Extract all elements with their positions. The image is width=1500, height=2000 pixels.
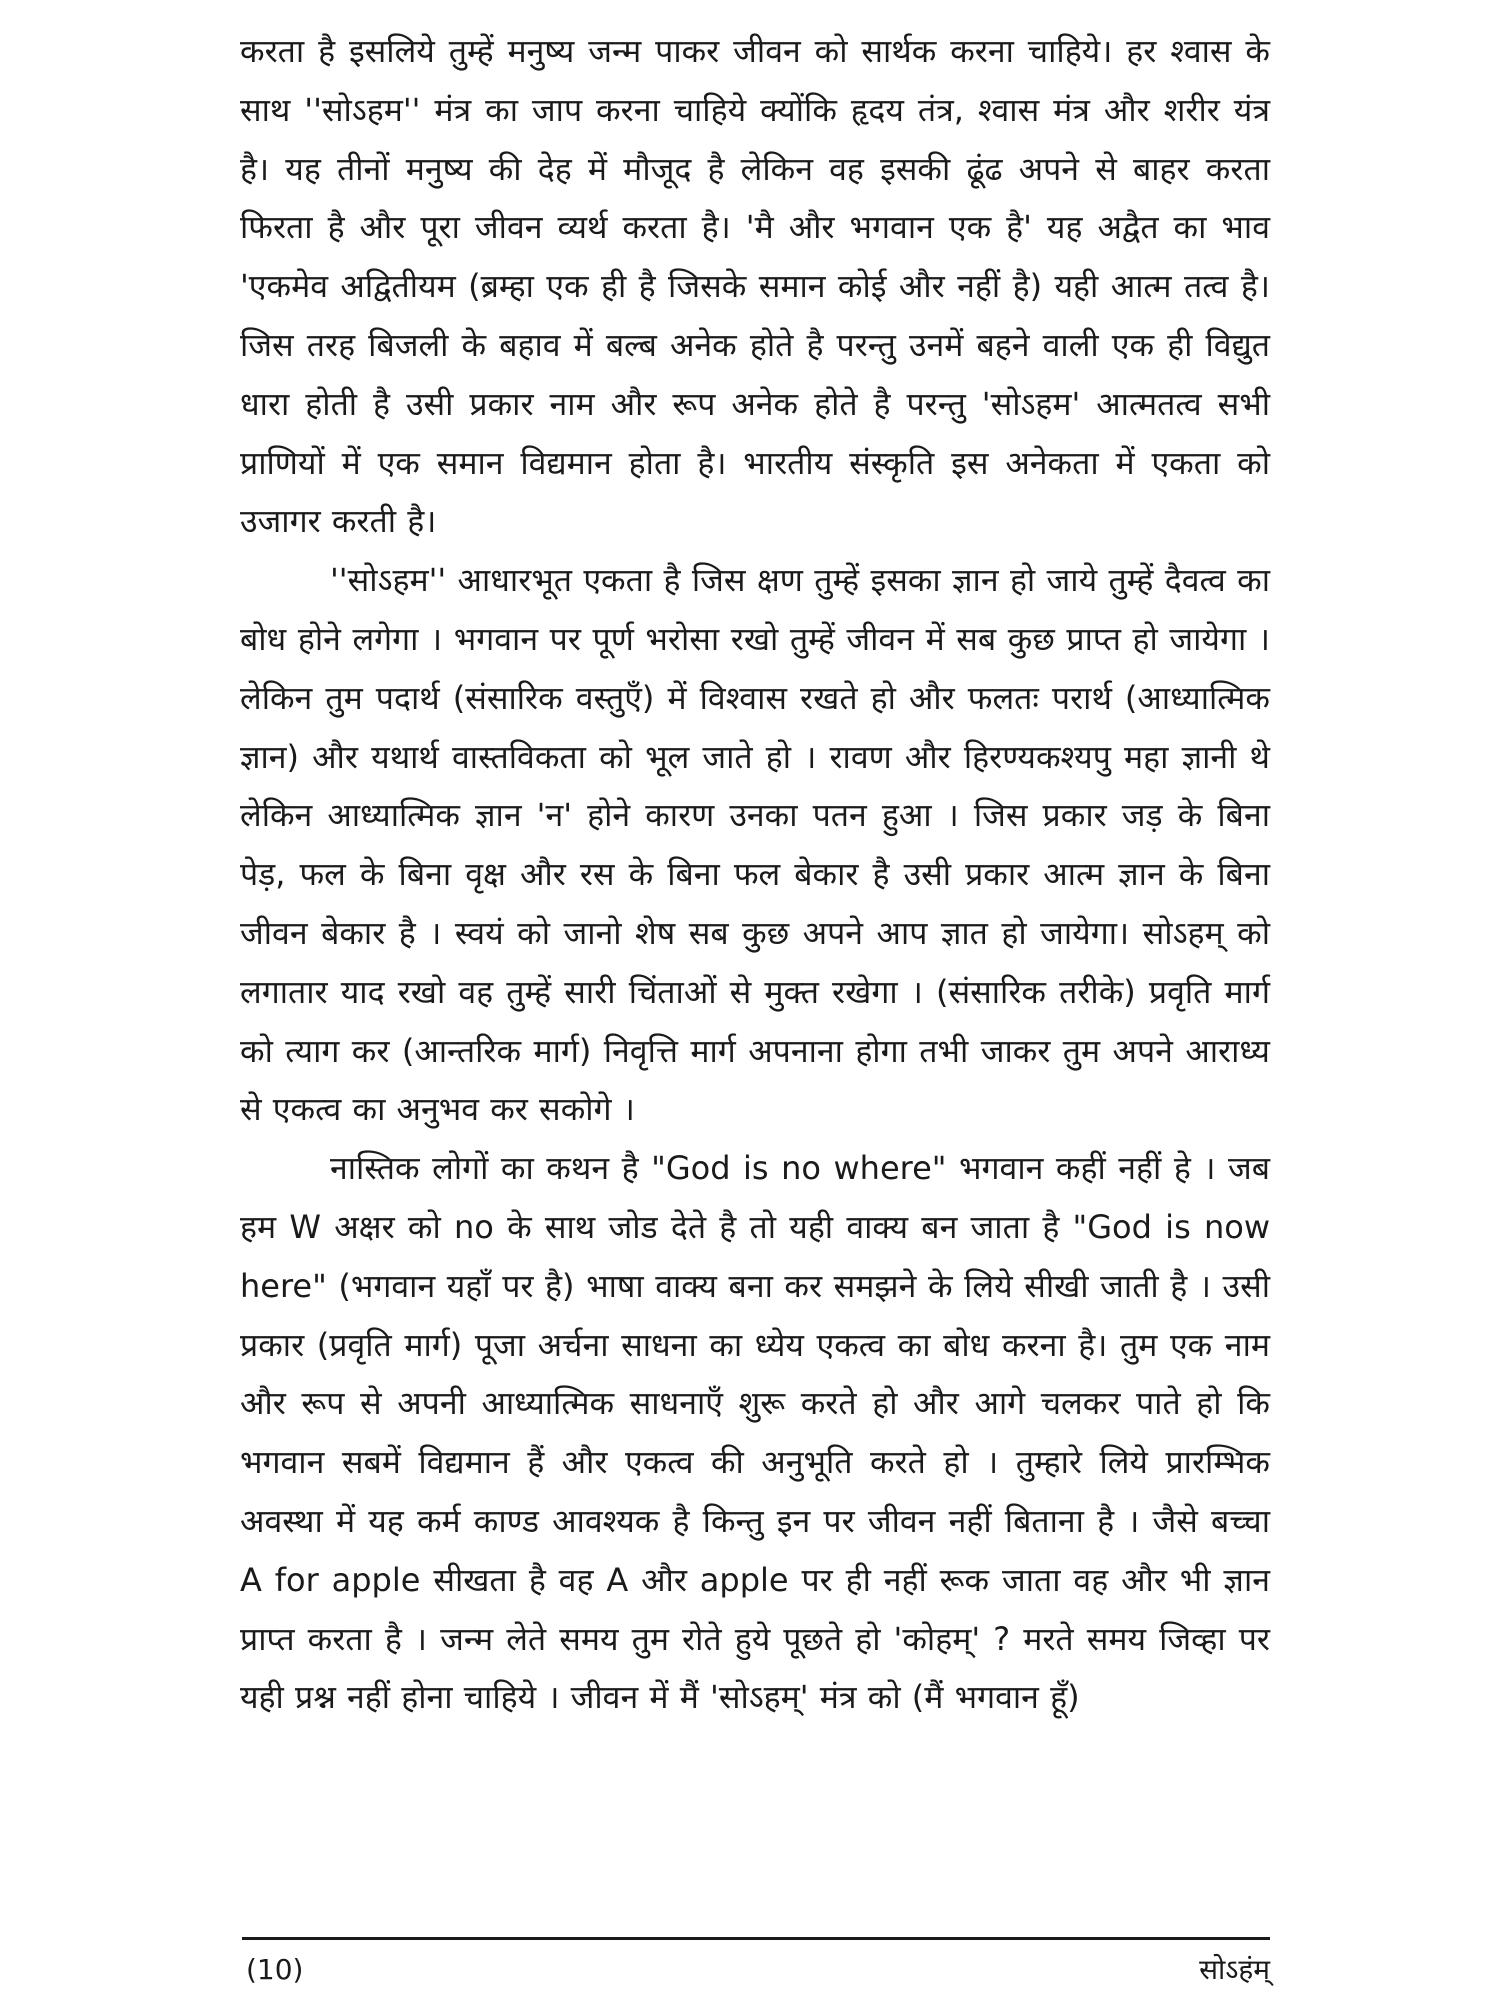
running-title: सोऽहंम् [1199, 1953, 1270, 1986]
paragraph-3: नास्तिक लोगों का कथन है "God is no where" भगवान कहीं नहीं हे । जब हम W अक्षर को no के साथ जोड देते है तो यही वाक्य बन जाता है "God is now here" (भगवान यहाँ पर है) भाषा वाक्य बना कर समझने के लिये सीखी जाती है । उसी प्रकार (प्रवृति मार्ग) पूजा अर्चना साधना का ध्येय एकत्व का बोध करना है। तुम एक नाम और रूप से अपनी आध्यात्मिक साधनाएँ शुरू करते हो और आगे चलकर पाते हो कि भगवान सबमें विद्यमान हैं और एकत्व की अनुभूति करते हो । तुम्हारे लिये प्रारम्भिक अवस्था में यह कर्म काण्ड आवश्यक है किन्तु इन पर जीवन नहीं बिताना है । जैसे बच्चा A for apple सीखता है वह A और apple पर ही नहीं रूक जाता वह और भी ज्ञान प्राप्त करता है । जन्म लेते समय तुम रोते हुये पूछते हो 'कोहम्' ? मरते समय जिव्हा पर यही प्रश्न नहीं होना चाहिये । जीवन में मैं 'सोऽहम्' मंत्र को (मैं भगवान हूँ) [240, 1149, 1270, 1717]
paragraph-1: करता है इसलिये तुम्हें मनुष्य जन्म पाकर जीवन को सार्थक करना चाहिये। हर श्वास के साथ ''सोऽहम'' मंत्र का जाप करना चाहिये क्योंकि हृदय तंत्र, श्वास मंत्र और शरीर यंत्र है। यह तीनों मनुष्य की देह में मौजूद है लेकिन वह इसकी ढूंढ अपने से बाहर करता फिरता है और पूरा जीवन व्यर्थ करता है। 'मै और भगवान एक है' यह अद्वैत का भाव 'एकमेव अद्वितीयम (ब्रम्हा एक ही है जिसके समान कोई और नहीं है) यही आत्म तत्व है। जिस तरह बिजली के बहाव में बल्ब अनेक होते है परन्तु उनमें बहने वाली एक ही विद्युत धारा होती है उसी प्रकार नाम और रूप अनेक होते है परन्तु 'सोऽहम' आत्मतत्व सभी प्राणियों में एक समान विद्यमान होता है। भारतीय संस्कृति इस अनेकता में एकता को उजागर करती है। [240, 32, 1270, 541]
page-number: (10) [246, 1953, 304, 1986]
page-footer [246, 1950, 1270, 1990]
footer-divider [242, 1937, 1270, 1940]
page-body [240, 22, 1270, 1952]
paragraph-2: ''सोऽहम'' आधारभूत एकता है जिस क्षण तुम्हें इसका ज्ञान हो जाये तुम्हें दैवत्व का बोध होने लगेगा । भगवान पर पूर्ण भरोसा रखो तुम्हें जीवन में सब कुछ प्राप्त हो जायेगा । लेकिन तुम पदार्थ (संसारिक वस्तुएँ) में विश्वास रखते हो और फलतः परार्थ (आध्यात्मिक ज्ञान) और यथार्थ वास्तविकता को भूल जाते हो । रावण और हिरण्यकश्यपु महा ज्ञानी थे लेकिन आध्यात्मिक ज्ञान 'न' होने कारण उनका पतन हुआ । जिस प्रकार जड़ के बिना पेड़, फल के बिना वृक्ष और रस के बिना फल बेकार है उसी प्रकार आत्म ज्ञान के बिना जीवन बेकार है । स्वयं को जानो शेष सब कुछ अपने आप ज्ञात हो जायेगा। सोऽहम् को लगातार याद रखो वह तुम्हें सारी चिंताओं से मुक्त रखेगा । (संसारिक तरीके) प्रवृति मार्ग को त्याग कर (आन्तरिक मार्ग) निवृत्ति मार्ग अपनाना होगा तभी जाकर तुम अपने आराध्य से एकत्व का अनुभव कर सकोगे । [240, 561, 1270, 1129]
